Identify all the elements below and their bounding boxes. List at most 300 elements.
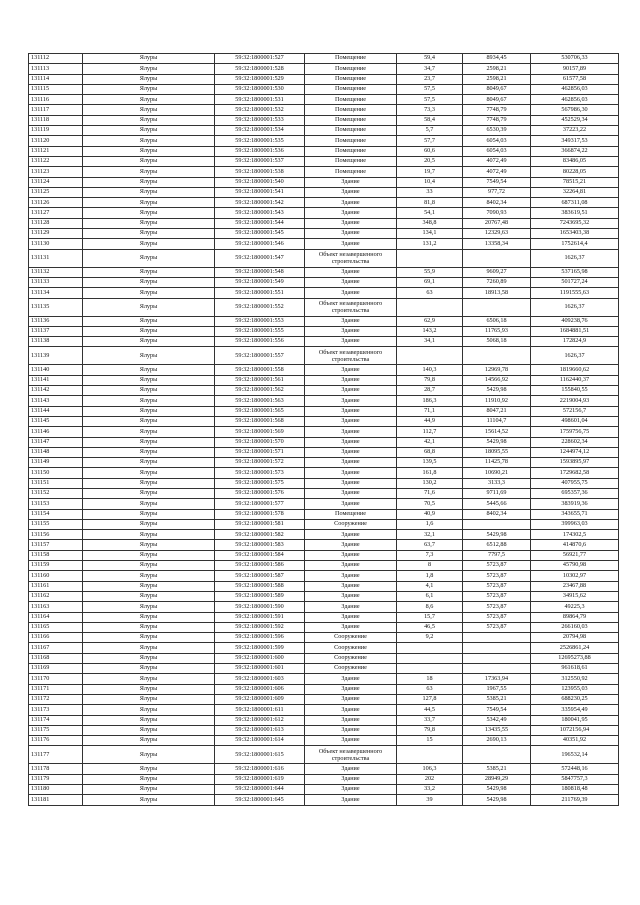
table-row bbox=[29, 126, 619, 136]
record-number-cell: 131163 bbox=[29, 602, 83, 612]
table-row bbox=[29, 167, 619, 177]
specific-value-cell: 9609,27 bbox=[463, 267, 531, 277]
specific-value-cell: 6512,88 bbox=[463, 540, 531, 550]
cadastral-value-cell: 34915,62 bbox=[531, 591, 619, 601]
record-number-cell: 131148 bbox=[29, 447, 83, 457]
cadastral-number-cell: 59:32:1800001:538 bbox=[215, 167, 305, 177]
cadastral-value-cell: 174302,5 bbox=[531, 530, 619, 540]
area-cell: 63 bbox=[397, 684, 463, 694]
table-row bbox=[29, 105, 619, 115]
locality-cell: Ялуры bbox=[83, 458, 215, 468]
locality-cell: Ялуры bbox=[83, 499, 215, 509]
locality-cell: Ялуры bbox=[83, 298, 215, 316]
locality-cell: Ялуры bbox=[83, 167, 215, 177]
record-number-cell: 131138 bbox=[29, 337, 83, 347]
cadastral-value-cell: 567986,30 bbox=[531, 105, 619, 115]
specific-value-cell: 5723,87 bbox=[463, 571, 531, 581]
record-number-cell: 131161 bbox=[29, 581, 83, 591]
area-cell: 71,1 bbox=[397, 406, 463, 416]
cadastral-value-cell: 1626,37 bbox=[531, 347, 619, 365]
cadastral-value-cell: 1626,37 bbox=[531, 249, 619, 267]
table-row bbox=[29, 437, 619, 447]
locality-cell: Ялуры bbox=[83, 795, 215, 805]
area-cell: 81,8 bbox=[397, 198, 463, 208]
locality-cell: Ялуры bbox=[83, 218, 215, 228]
area-cell bbox=[397, 664, 463, 674]
locality-cell: Ялуры bbox=[83, 74, 215, 84]
object-type-cell: Здание bbox=[305, 540, 397, 550]
cadastral-value-cell: 1626,37 bbox=[531, 298, 619, 316]
area-cell: 58,4 bbox=[397, 115, 463, 125]
table-row bbox=[29, 643, 619, 653]
specific-value-cell: 3133,3 bbox=[463, 478, 531, 488]
cadastral-number-cell: 59:32:1800001:561 bbox=[215, 375, 305, 385]
table-row bbox=[29, 684, 619, 694]
object-type-cell: Помещение bbox=[305, 84, 397, 94]
area-cell: 34,1 bbox=[397, 337, 463, 347]
area-cell: 33 bbox=[397, 187, 463, 197]
specific-value-cell: 14566,92 bbox=[463, 375, 531, 385]
table-row bbox=[29, 795, 619, 805]
locality-cell: Ялуры bbox=[83, 416, 215, 426]
record-number-cell: 131154 bbox=[29, 509, 83, 519]
specific-value-cell: 8934,45 bbox=[463, 54, 531, 64]
object-type-cell: Здание bbox=[305, 591, 397, 601]
specific-value-cell: 7260,89 bbox=[463, 277, 531, 287]
record-number-cell: 131147 bbox=[29, 437, 83, 447]
record-number-cell: 131134 bbox=[29, 288, 83, 298]
cadastral-value-cell: 572448,16 bbox=[531, 764, 619, 774]
specific-value-cell: 2598,21 bbox=[463, 74, 531, 84]
record-number-cell: 131153 bbox=[29, 499, 83, 509]
specific-value-cell: 11765,93 bbox=[463, 326, 531, 336]
cadastral-number-cell: 59:32:1800001:529 bbox=[215, 74, 305, 84]
object-type-cell: Помещение bbox=[305, 136, 397, 146]
table-row bbox=[29, 519, 619, 529]
record-number-cell: 131141 bbox=[29, 375, 83, 385]
area-cell: 106,3 bbox=[397, 764, 463, 774]
cadastral-value-cell: 1072156,94 bbox=[531, 725, 619, 735]
area-cell: 131,2 bbox=[397, 239, 463, 249]
cadastral-number-cell: 59:32:1800001:541 bbox=[215, 187, 305, 197]
area-cell: 57,5 bbox=[397, 84, 463, 94]
area-cell: 202 bbox=[397, 774, 463, 784]
table-row bbox=[29, 396, 619, 406]
locality-cell: Ялуры bbox=[83, 375, 215, 385]
cadastral-number-cell: 59:32:1800001:576 bbox=[215, 488, 305, 498]
record-number-cell: 131121 bbox=[29, 146, 83, 156]
area-cell: 18 bbox=[397, 674, 463, 684]
cadastral-value-cell: 37223,22 bbox=[531, 126, 619, 136]
table-row bbox=[29, 187, 619, 197]
locality-cell: Ялуры bbox=[83, 694, 215, 704]
object-type-cell: Здание bbox=[305, 602, 397, 612]
table-row bbox=[29, 298, 619, 316]
cadastral-number-cell: 59:32:1800001:613 bbox=[215, 725, 305, 735]
object-type-cell: Здание bbox=[305, 365, 397, 375]
cadastral-number-cell: 59:32:1800001:540 bbox=[215, 177, 305, 187]
area-cell: 5,7 bbox=[397, 126, 463, 136]
object-type-cell: Помещение bbox=[305, 167, 397, 177]
area-cell: 70,5 bbox=[397, 499, 463, 509]
specific-value-cell: 28949,29 bbox=[463, 774, 531, 784]
cadastral-number-cell: 59:32:1800001:603 bbox=[215, 674, 305, 684]
cadastral-value-cell: 695357,36 bbox=[531, 488, 619, 498]
table-row bbox=[29, 478, 619, 488]
specific-value-cell bbox=[463, 746, 531, 764]
locality-cell: Ялуры bbox=[83, 591, 215, 601]
record-number-cell: 131157 bbox=[29, 540, 83, 550]
cadastral-value-cell: 399963,03 bbox=[531, 519, 619, 529]
object-type-cell: Объект незавершенного строительства bbox=[305, 249, 397, 267]
object-type-cell: Здание bbox=[305, 396, 397, 406]
record-number-cell: 131116 bbox=[29, 95, 83, 105]
locality-cell: Ялуры bbox=[83, 277, 215, 287]
cadastral-value-cell: 89864,79 bbox=[531, 612, 619, 622]
locality-cell: Ялуры bbox=[83, 509, 215, 519]
cadastral-number-cell: 59:32:1800001:592 bbox=[215, 622, 305, 632]
area-cell: 134,1 bbox=[397, 229, 463, 239]
specific-value-cell: 5429,98 bbox=[463, 386, 531, 396]
record-number-cell: 131140 bbox=[29, 365, 83, 375]
cadastral-number-cell: 59:32:1800001:570 bbox=[215, 437, 305, 447]
object-type-cell: Помещение bbox=[305, 54, 397, 64]
locality-cell: Ялуры bbox=[83, 785, 215, 795]
locality-cell: Ялуры bbox=[83, 156, 215, 166]
cadastral-number-cell: 59:32:1800001:615 bbox=[215, 746, 305, 764]
specific-value-cell: 5385,21 bbox=[463, 764, 531, 774]
object-type-cell: Здание bbox=[305, 177, 397, 187]
locality-cell: Ялуры bbox=[83, 725, 215, 735]
cadastral-value-cell: 572156,7 bbox=[531, 406, 619, 416]
object-type-cell: Здание bbox=[305, 218, 397, 228]
specific-value-cell: 11104,7 bbox=[463, 416, 531, 426]
object-type-cell: Здание bbox=[305, 406, 397, 416]
locality-cell: Ялуры bbox=[83, 746, 215, 764]
record-number-cell: 131171 bbox=[29, 684, 83, 694]
object-type-cell: Здание bbox=[305, 612, 397, 622]
record-number-cell: 131127 bbox=[29, 208, 83, 218]
cadastral-value-cell: 312550,92 bbox=[531, 674, 619, 684]
cadastral-number-cell: 59:32:1800001:645 bbox=[215, 795, 305, 805]
object-type-cell: Помещение bbox=[305, 64, 397, 74]
specific-value-cell bbox=[463, 249, 531, 267]
cadastral-number-cell: 59:32:1800001:532 bbox=[215, 105, 305, 115]
table-row bbox=[29, 591, 619, 601]
specific-value-cell: 5342,49 bbox=[463, 715, 531, 725]
specific-value-cell: 5723,87 bbox=[463, 591, 531, 601]
object-type-cell: Здание bbox=[305, 622, 397, 632]
cadastral-number-cell: 59:32:1800001:557 bbox=[215, 347, 305, 365]
cadastral-value-cell: 2526861,24 bbox=[531, 643, 619, 653]
object-type-cell: Сооружение bbox=[305, 664, 397, 674]
table-row bbox=[29, 694, 619, 704]
specific-value-cell: 2598,21 bbox=[463, 64, 531, 74]
locality-cell: Ялуры bbox=[83, 337, 215, 347]
locality-cell: Ялуры bbox=[83, 396, 215, 406]
cadastral-value-cell: 172824,9 bbox=[531, 337, 619, 347]
locality-cell: Ялуры bbox=[83, 198, 215, 208]
object-type-cell: Здание bbox=[305, 277, 397, 287]
cadastral-value-cell: 530706,33 bbox=[531, 54, 619, 64]
record-number-cell: 131159 bbox=[29, 561, 83, 571]
cadastral-number-cell: 59:32:1800001:575 bbox=[215, 478, 305, 488]
record-number-cell: 131122 bbox=[29, 156, 83, 166]
cadastral-number-cell: 59:32:1800001:600 bbox=[215, 653, 305, 663]
locality-cell: Ялуры bbox=[83, 571, 215, 581]
table-row bbox=[29, 416, 619, 426]
object-type-cell: Здание bbox=[305, 288, 397, 298]
area-cell: 7,3 bbox=[397, 550, 463, 560]
record-number-cell: 131175 bbox=[29, 725, 83, 735]
object-type-cell: Здание bbox=[305, 267, 397, 277]
cadastral-number-cell: 59:32:1800001:565 bbox=[215, 406, 305, 416]
cadastral-value-cell: 211769,39 bbox=[531, 795, 619, 805]
area-cell: 46,5 bbox=[397, 622, 463, 632]
object-type-cell: Здание bbox=[305, 571, 397, 581]
table-row bbox=[29, 736, 619, 746]
object-type-cell: Здание bbox=[305, 488, 397, 498]
table-row bbox=[29, 146, 619, 156]
table-row bbox=[29, 540, 619, 550]
table-row bbox=[29, 177, 619, 187]
locality-cell: Ялуры bbox=[83, 326, 215, 336]
table-row bbox=[29, 277, 619, 287]
locality-cell: Ялуры bbox=[83, 54, 215, 64]
table-row bbox=[29, 218, 619, 228]
specific-value-cell: 6054,03 bbox=[463, 136, 531, 146]
object-type-cell: Здание bbox=[305, 764, 397, 774]
cadastral-number-cell: 59:32:1800001:531 bbox=[215, 95, 305, 105]
cadastral-number-cell: 59:32:1800001:583 bbox=[215, 540, 305, 550]
table-row bbox=[29, 653, 619, 663]
cadastral-value-cell: 1593895,97 bbox=[531, 458, 619, 468]
cadastral-number-cell: 59:32:1800001:528 bbox=[215, 64, 305, 74]
specific-value-cell: 5385,21 bbox=[463, 694, 531, 704]
cadastral-value-cell: 1684881,51 bbox=[531, 326, 619, 336]
cadastral-value-cell: 7243695,32 bbox=[531, 218, 619, 228]
area-cell: 140,3 bbox=[397, 365, 463, 375]
table-row bbox=[29, 239, 619, 249]
area-cell: 44,9 bbox=[397, 416, 463, 426]
cadastral-value-cell: 12695273,88 bbox=[531, 653, 619, 663]
area-cell bbox=[397, 298, 463, 316]
cadastral-value-cell: 45790,98 bbox=[531, 561, 619, 571]
record-number-cell: 131174 bbox=[29, 715, 83, 725]
specific-value-cell: 7090,93 bbox=[463, 208, 531, 218]
record-number-cell: 131152 bbox=[29, 488, 83, 498]
cadastral-number-cell: 59:32:1800001:577 bbox=[215, 499, 305, 509]
locality-cell: Ялуры bbox=[83, 136, 215, 146]
object-type-cell: Помещение bbox=[305, 74, 397, 84]
cadastral-number-cell: 59:32:1800001:546 bbox=[215, 239, 305, 249]
cadastral-value-cell: 61577,58 bbox=[531, 74, 619, 84]
cadastral-number-cell: 59:32:1800001:609 bbox=[215, 694, 305, 704]
object-type-cell: Здание bbox=[305, 187, 397, 197]
specific-value-cell: 11425,78 bbox=[463, 458, 531, 468]
specific-value-cell: 5723,87 bbox=[463, 612, 531, 622]
cadastral-value-cell: 155840,55 bbox=[531, 386, 619, 396]
locality-cell: Ялуры bbox=[83, 774, 215, 784]
cadastral-value-cell: 343655,71 bbox=[531, 509, 619, 519]
record-number-cell: 131113 bbox=[29, 64, 83, 74]
specific-value-cell: 15614,52 bbox=[463, 427, 531, 437]
cadastral-number-cell: 59:32:1800001:535 bbox=[215, 136, 305, 146]
cadastral-value-cell: 1244974,12 bbox=[531, 447, 619, 457]
record-number-cell: 131137 bbox=[29, 326, 83, 336]
record-number-cell: 131151 bbox=[29, 478, 83, 488]
cadastral-value-cell: 10302,97 bbox=[531, 571, 619, 581]
specific-value-cell: 7748,79 bbox=[463, 105, 531, 115]
specific-value-cell: 18095,55 bbox=[463, 447, 531, 457]
specific-value-cell: 8402,34 bbox=[463, 509, 531, 519]
record-number-cell: 131143 bbox=[29, 396, 83, 406]
object-type-cell: Здание bbox=[305, 437, 397, 447]
area-cell: 28,7 bbox=[397, 386, 463, 396]
table-row bbox=[29, 406, 619, 416]
object-type-cell: Здание bbox=[305, 674, 397, 684]
table-row bbox=[29, 84, 619, 94]
cadastral-value-cell: 1752614,4 bbox=[531, 239, 619, 249]
cadastral-number-cell: 59:32:1800001:578 bbox=[215, 509, 305, 519]
area-cell: 19,7 bbox=[397, 167, 463, 177]
cadastral-number-cell: 59:32:1800001:556 bbox=[215, 337, 305, 347]
table-row bbox=[29, 746, 619, 764]
object-type-cell: Здание bbox=[305, 239, 397, 249]
object-type-cell: Сооружение bbox=[305, 643, 397, 653]
locality-cell: Ялуры bbox=[83, 612, 215, 622]
locality-cell: Ялуры bbox=[83, 427, 215, 437]
cadastral-number-cell: 59:32:1800001:544 bbox=[215, 218, 305, 228]
specific-value-cell bbox=[463, 664, 531, 674]
table-row bbox=[29, 602, 619, 612]
specific-value-cell: 5723,87 bbox=[463, 561, 531, 571]
cadastral-value-cell: 462856,03 bbox=[531, 84, 619, 94]
specific-value-cell: 7549,54 bbox=[463, 705, 531, 715]
area-cell: 6,1 bbox=[397, 591, 463, 601]
cadastral-number-cell: 59:32:1800001:612 bbox=[215, 715, 305, 725]
specific-value-cell: 18913,58 bbox=[463, 288, 531, 298]
table-row bbox=[29, 468, 619, 478]
record-number-cell: 131132 bbox=[29, 267, 83, 277]
area-cell: 186,3 bbox=[397, 396, 463, 406]
object-type-cell: Объект незавершенного строительства bbox=[305, 347, 397, 365]
table-row bbox=[29, 136, 619, 146]
locality-cell: Ялуры bbox=[83, 519, 215, 529]
area-cell: 34,7 bbox=[397, 64, 463, 74]
cadastral-value-cell: 83486,05 bbox=[531, 156, 619, 166]
cadastral-number-cell: 59:32:1800001:551 bbox=[215, 288, 305, 298]
table-row bbox=[29, 198, 619, 208]
specific-value-cell: 7748,79 bbox=[463, 115, 531, 125]
locality-cell: Ялуры bbox=[83, 365, 215, 375]
area-cell: 79,8 bbox=[397, 375, 463, 385]
table-row bbox=[29, 427, 619, 437]
table-row bbox=[29, 386, 619, 396]
cadastral-value-cell: 266160,03 bbox=[531, 622, 619, 632]
record-number-cell: 131181 bbox=[29, 795, 83, 805]
record-number-cell: 131131 bbox=[29, 249, 83, 267]
cadastral-number-cell: 59:32:1800001:584 bbox=[215, 550, 305, 560]
object-type-cell: Помещение bbox=[305, 95, 397, 105]
cadastral-value-cell: 961618,61 bbox=[531, 664, 619, 674]
cadastral-number-cell: 59:32:1800001:568 bbox=[215, 416, 305, 426]
cadastral-number-cell: 59:32:1800001:586 bbox=[215, 561, 305, 571]
record-number-cell: 131177 bbox=[29, 746, 83, 764]
area-cell: 55,9 bbox=[397, 267, 463, 277]
record-number-cell: 131166 bbox=[29, 633, 83, 643]
table-row bbox=[29, 447, 619, 457]
object-type-cell: Здание bbox=[305, 684, 397, 694]
object-type-cell: Помещение bbox=[305, 146, 397, 156]
cadastral-number-cell: 59:32:1800001:599 bbox=[215, 643, 305, 653]
area-cell bbox=[397, 653, 463, 663]
object-type-cell: Здание bbox=[305, 427, 397, 437]
record-number-cell: 131125 bbox=[29, 187, 83, 197]
object-type-cell: Здание bbox=[305, 705, 397, 715]
cadastral-number-cell: 59:32:1800001:536 bbox=[215, 146, 305, 156]
locality-cell: Ялуры bbox=[83, 736, 215, 746]
specific-value-cell: 9711,69 bbox=[463, 488, 531, 498]
locality-cell: Ялуры bbox=[83, 488, 215, 498]
specific-value-cell: 4072,49 bbox=[463, 156, 531, 166]
table-row bbox=[29, 458, 619, 468]
specific-value-cell: 8047,21 bbox=[463, 406, 531, 416]
area-cell: 130,2 bbox=[397, 478, 463, 488]
area-cell: 33,7 bbox=[397, 715, 463, 725]
table-row bbox=[29, 74, 619, 84]
table-row bbox=[29, 156, 619, 166]
record-number-cell: 131170 bbox=[29, 674, 83, 684]
area-cell: 23,7 bbox=[397, 74, 463, 84]
cadastral-value-cell: 407955,75 bbox=[531, 478, 619, 488]
locality-cell: Ялуры bbox=[83, 267, 215, 277]
cadastral-number-cell: 59:32:1800001:562 bbox=[215, 386, 305, 396]
area-cell: 127,8 bbox=[397, 694, 463, 704]
locality-cell: Ялуры bbox=[83, 705, 215, 715]
cadastral-number-cell: 59:32:1800001:552 bbox=[215, 298, 305, 316]
table-row bbox=[29, 764, 619, 774]
cadastral-value-cell: 498601,04 bbox=[531, 416, 619, 426]
table-row bbox=[29, 375, 619, 385]
specific-value-cell: 7549,54 bbox=[463, 177, 531, 187]
cadastral-value-cell: 383919,36 bbox=[531, 499, 619, 509]
object-type-cell: Помещение bbox=[305, 126, 397, 136]
record-number-cell: 131146 bbox=[29, 427, 83, 437]
table-row bbox=[29, 326, 619, 336]
cadastral-number-cell: 59:32:1800001:587 bbox=[215, 571, 305, 581]
locality-cell: Ялуры bbox=[83, 347, 215, 365]
object-type-cell: Здание bbox=[305, 468, 397, 478]
cadastral-number-cell: 59:32:1800001:581 bbox=[215, 519, 305, 529]
cadastral-number-cell: 59:32:1800001:549 bbox=[215, 277, 305, 287]
specific-value-cell: 2690,13 bbox=[463, 736, 531, 746]
table-body bbox=[29, 54, 619, 806]
specific-value-cell: 8049,67 bbox=[463, 84, 531, 94]
object-type-cell: Здание bbox=[305, 198, 397, 208]
record-number-cell: 131128 bbox=[29, 218, 83, 228]
object-type-cell: Помещение bbox=[305, 509, 397, 519]
locality-cell: Ялуры bbox=[83, 447, 215, 457]
record-number-cell: 131118 bbox=[29, 115, 83, 125]
area-cell bbox=[397, 249, 463, 267]
table-row bbox=[29, 674, 619, 684]
locality-cell: Ялуры bbox=[83, 622, 215, 632]
cadastral-number-cell: 59:32:1800001:563 bbox=[215, 396, 305, 406]
specific-value-cell: 12969,78 bbox=[463, 365, 531, 375]
cadastral-number-cell: 59:32:1800001:573 bbox=[215, 468, 305, 478]
object-type-cell: Помещение bbox=[305, 156, 397, 166]
